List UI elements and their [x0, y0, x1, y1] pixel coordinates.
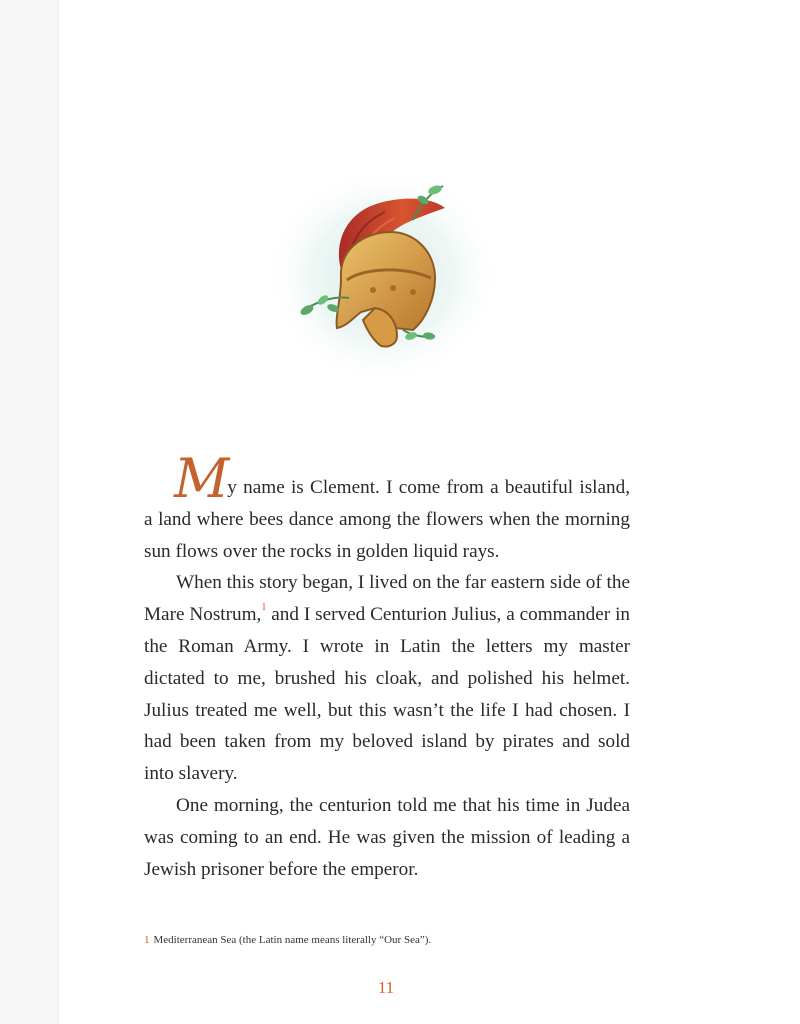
footnote	[144, 934, 664, 946]
paragraph-2	[144, 567, 630, 790]
footnote-number: 1	[144, 934, 150, 946]
paragraph-2-text-b: and I served Centurion Julius, a commander in the Roman Army. I wrote in Latin the letters my master dictated to me, brushed his cloak, and polished his helmet. Julius treated me well, but this wasn’t the life I had chosen. I had been taken from my beloved island by pirates and sold into slavery.	[144, 604, 630, 785]
paragraph-1	[144, 447, 630, 567]
footnote-text: Mediterranean Sea (the Latin name means literally “Our Sea”).	[153, 934, 432, 946]
roman-helmet-illustration	[263, 150, 523, 400]
body-text	[144, 447, 630, 885]
paragraph-3: One morning, the centurion told me that his time in Judea was coming to an end. He was given the mission of leading a Jewish prisoner before the emperor.	[144, 794, 630, 880]
paragraph-2-text-a: When this story began, I lived on the far eastern side of the Mare Nostrum,	[144, 572, 630, 626]
paragraph-1-text: y name is Clement. I come from a beautiful island, a land where bees dance among the flowers when the morning sun flows over the rocks in golden liquid rays.	[144, 477, 630, 562]
drop-cap: M	[174, 447, 230, 510]
page-number: 11	[377, 978, 395, 997]
footnote-reference[interactable]: 1	[261, 602, 267, 614]
